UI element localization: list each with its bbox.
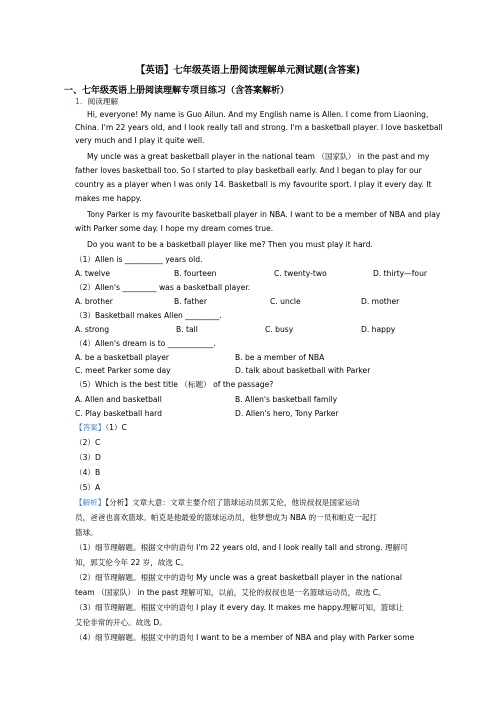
- passage-line: country as a player when I was only 14. Basketball is my favourite sport. I play it every day. It: [75, 180, 432, 189]
- option: B. be a member of NBA: [235, 353, 325, 362]
- analysis-line: （4）细节理解题。根据文中的语句 I want to be a member of NBA and play with Parker some: [75, 633, 415, 642]
- section-heading: 一、七年级英语上册阅读理解专项目练习（含答案解析）: [64, 86, 290, 96]
- analysis-label: 【解析】: [75, 498, 106, 507]
- analysis-line: 篮球。: [75, 528, 98, 537]
- analysis-line: 【分析】文章大意：文章主要介绍了篮球运动员郭艾伦，他说叔叔是国家运动: [105, 498, 360, 507]
- passage-line: Tony Parker is my favourite basketball player in NBA. I want to be a member of NBA and play: [87, 210, 441, 219]
- option: A. be a basketball player: [75, 353, 170, 362]
- option: D. thirty—four: [373, 269, 428, 278]
- option: B. fourteen: [174, 269, 217, 278]
- option: D. talk about basketball with Parker: [235, 366, 371, 375]
- question-stem: （2）Allen's _________ was a basketball player.: [75, 283, 251, 292]
- page-title: 【英语】七年级英语上册阅读理解单元测试题(含答案): [135, 65, 361, 76]
- analysis-line: 艾伦非常的开心。故选 D。: [75, 618, 167, 627]
- passage-line: makes me happy.: [75, 194, 142, 203]
- answer-row: [75, 423, 127, 433]
- question-stem: （4）Allen's dream is to ____________.: [75, 339, 216, 348]
- answer-item: （5）A: [75, 483, 101, 492]
- passage-line: Hi, everyone! My name is Guo Ailun. And my English name is Allen. I come from Liaoning,: [87, 110, 429, 119]
- option: C. twenty-two: [274, 269, 327, 278]
- analysis-line: （2）细节理解题。根据文中的语句 My uncle was a great basketball player in the national: [75, 573, 402, 582]
- option: D. mother: [361, 297, 400, 306]
- option: D. Allen's hero, Tony Parker: [235, 409, 339, 418]
- answer-item: （3）D: [75, 453, 101, 462]
- analysis-line: （1）细节理解题。根据文中的语句 I'm 22 years old, and I look really tall and strong. 理解可: [75, 543, 408, 552]
- question-stem: （1）Allen is __________ years old.: [75, 255, 203, 264]
- answer-item: （1）C: [105, 423, 127, 432]
- passage-line: My uncle was a great basketball player in the national team （国家队） in the past and my: [87, 152, 430, 161]
- passage-line: China. I'm 22 years old, and I look really tall and strong. I'm a basketball player. I love basketball: [75, 123, 443, 132]
- answer-label: 【答案】: [75, 423, 106, 432]
- option: A. strong: [75, 325, 110, 334]
- option: C. Play basketball hard: [75, 409, 162, 418]
- option: B. father: [174, 297, 207, 306]
- question-stem: （3）Basketball makes Allen _________.: [75, 311, 222, 320]
- question-stem: （5）Which is the best title （标题） of the passage?: [75, 380, 274, 389]
- option: C. uncle: [270, 297, 301, 306]
- option: C. busy: [265, 325, 294, 334]
- option: B. tall: [176, 325, 198, 334]
- analysis-line: team （国家队） in the past 理解可知，以前，艾伦的叔叔也是一名篮球运动员，故选 C。: [75, 588, 386, 597]
- option: C. meet Parker some day: [75, 366, 171, 375]
- analysis-line: （3）细节理解题。根据文中的语句 I play it every day. It makes me happy.理解可知，篮球让: [75, 603, 404, 612]
- option: A. brother: [75, 297, 113, 306]
- option: B. Allen's basketball family: [235, 395, 338, 404]
- option: A. Allen and basketball: [75, 395, 162, 404]
- option: D. happy: [361, 325, 396, 334]
- passage-line: Do you want to be a basketball player like me? Then you must play it hard.: [87, 240, 373, 249]
- passage-line: with Parker some day. I hope my dream comes true.: [75, 224, 274, 233]
- passage-line: very much and I play it quite well.: [75, 136, 205, 145]
- analysis-row: [75, 498, 360, 508]
- passage-line: father loves basketball too. So I started to play basketball early. And I began to play for our: [75, 166, 422, 175]
- question-header: [75, 97, 118, 107]
- answer-item: （2）C: [75, 438, 101, 447]
- question-number: 1.: [75, 97, 83, 106]
- option: A. twelve: [75, 269, 111, 278]
- question-label: 阅读理解: [87, 97, 119, 106]
- analysis-line: 员，爸爸也喜欢篮球。帕克是他最爱的篮球运动员，他梦想成为 NBA 的一员和帕克一起打: [75, 513, 377, 522]
- analysis-line: 知，郭艾伦今年 22 岁，故选 C。: [75, 558, 189, 567]
- answer-item: （4）B: [75, 468, 101, 477]
